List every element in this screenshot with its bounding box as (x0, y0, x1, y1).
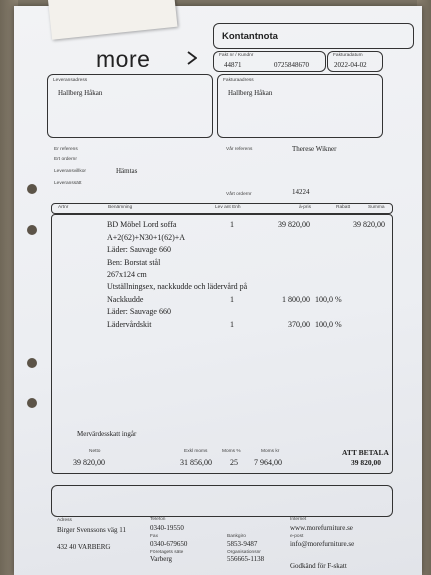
invoice-paper (14, 6, 422, 575)
row-description: Nackkudde (107, 295, 144, 304)
invoice-number: 44871 (224, 61, 242, 69)
email: info@morefurniture.se (290, 540, 355, 548)
delivery-address-label: Leveransadress (53, 78, 88, 83)
punch-hole (27, 184, 37, 194)
punch-hole (27, 225, 37, 235)
address-line-2: 432 40 VARBERG (57, 543, 111, 551)
row-description: A+2(62)+N30+1(62)+A (107, 233, 186, 242)
net-amount: 39 820,00 (73, 458, 105, 467)
amount-due: 39 820,00 (351, 458, 381, 467)
punch-hole (27, 358, 37, 368)
invoice-date-label: Fakturadatum (333, 53, 363, 58)
row-unit-price: 39 820,00 (278, 220, 310, 229)
vat-note: Mervärdesskatt ingår (77, 430, 137, 438)
document-title: Kontantnota (222, 31, 278, 42)
invoice-date: 2022-04-02 (334, 61, 367, 69)
row-discount: 100,0 % (315, 295, 342, 304)
org-number: 556665-1138 (227, 555, 265, 563)
row-description: Utställningsex, nackkudde och lädervård på (107, 282, 248, 291)
address-line-1: Birger Svenssons väg 11 (57, 526, 127, 534)
vat-percent: 25 (230, 458, 238, 467)
row-unit-price: 370,00 (288, 320, 310, 329)
message-box (51, 485, 393, 517)
invoice-address-label: Fakturaadress (223, 78, 254, 83)
bankgiro-label: Bankgiro (227, 534, 246, 539)
invoice-date-box (327, 51, 383, 72)
customer-number: 0725848670 (274, 61, 309, 69)
column-header-description: Benämning (108, 205, 133, 210)
column-header-discount: Rabatt (336, 205, 351, 210)
registered-office: Varberg (150, 555, 173, 563)
bankgiro: 5853-9487 (227, 540, 258, 548)
document-title-box (213, 23, 414, 49)
our-order-number-label: Vårt ordernr (226, 192, 252, 197)
org-number-label: Organisationsnr (227, 550, 261, 555)
registered-office-label: Företagets säte (150, 550, 184, 555)
fax-label: Fax (150, 534, 158, 539)
invoice-number-box (213, 51, 326, 72)
invoice-number-label: Fakt nr / Kundnr (219, 53, 254, 58)
your-reference-label: Er referens (54, 147, 78, 152)
website-label: Internet (290, 517, 307, 522)
website: www.morefurniture.se (290, 524, 353, 532)
row-description: Lädervårdskit (107, 320, 152, 329)
invoice-address-box (217, 74, 383, 138)
chevron-right-icon (187, 51, 197, 65)
vat-percent-label: Moms % (222, 449, 241, 454)
fax: 0340-679650 (150, 540, 188, 548)
row-quantity: 1 (230, 220, 234, 229)
phone-label: Telefon (150, 517, 166, 522)
f-tax-approval: Godkänd för F-skatt (290, 562, 347, 570)
logo-text: more (96, 46, 151, 72)
column-header-unit-price: à-pris (299, 205, 311, 210)
items-table-header (51, 203, 393, 214)
vat-amount: 7 964,00 (254, 458, 282, 467)
address-label: Adress (57, 518, 72, 523)
delivery-method-label: Leveranssätt (54, 181, 82, 186)
row-description: BD Möbel Lord soffa (107, 220, 177, 229)
delivery-address-box (47, 74, 213, 138)
delivery-terms: Hämtas (116, 167, 138, 175)
our-order-number: 14224 (292, 188, 310, 196)
excl-vat-label: Exkl moms (184, 449, 208, 454)
row-unit-price: 1 800,00 (282, 295, 310, 304)
row-sum: 39 820,00 (353, 220, 385, 229)
row-quantity: 1 (230, 295, 234, 304)
net-label: Netto (89, 449, 101, 454)
column-header-sum: Summa (368, 205, 385, 210)
row-description: Läder: Sauvage 660 (107, 245, 171, 254)
our-reference: Therese Wikner (292, 145, 337, 153)
punch-hole (27, 398, 37, 408)
vat-amount-label: Moms kr (261, 449, 280, 454)
row-description: Ben: Borstat stål (107, 258, 161, 267)
amount-due-label: ATT BETALA (342, 448, 389, 457)
your-order-number-label: Ert ordernr (54, 157, 77, 162)
column-header-artnr: Artnr (58, 205, 69, 210)
row-description: Läder: Sauvage 660 (107, 307, 171, 316)
column-header-quantity: Lev ant Enh (215, 205, 241, 210)
row-quantity: 1 (230, 320, 234, 329)
our-reference-label: Vår referens (226, 147, 253, 152)
row-discount: 100,0 % (315, 320, 342, 329)
delivery-address-name: Hallberg Håkan (58, 89, 103, 97)
email-label: e-post (290, 534, 304, 539)
invoice-address-name: Hallberg Håkan (228, 89, 273, 97)
row-description: 267x124 cm (107, 270, 147, 279)
delivery-terms-label: Leveransvillkor (54, 169, 86, 174)
excl-vat-amount: 31 856,00 (180, 458, 212, 467)
phone: 0340-19550 (150, 524, 184, 532)
